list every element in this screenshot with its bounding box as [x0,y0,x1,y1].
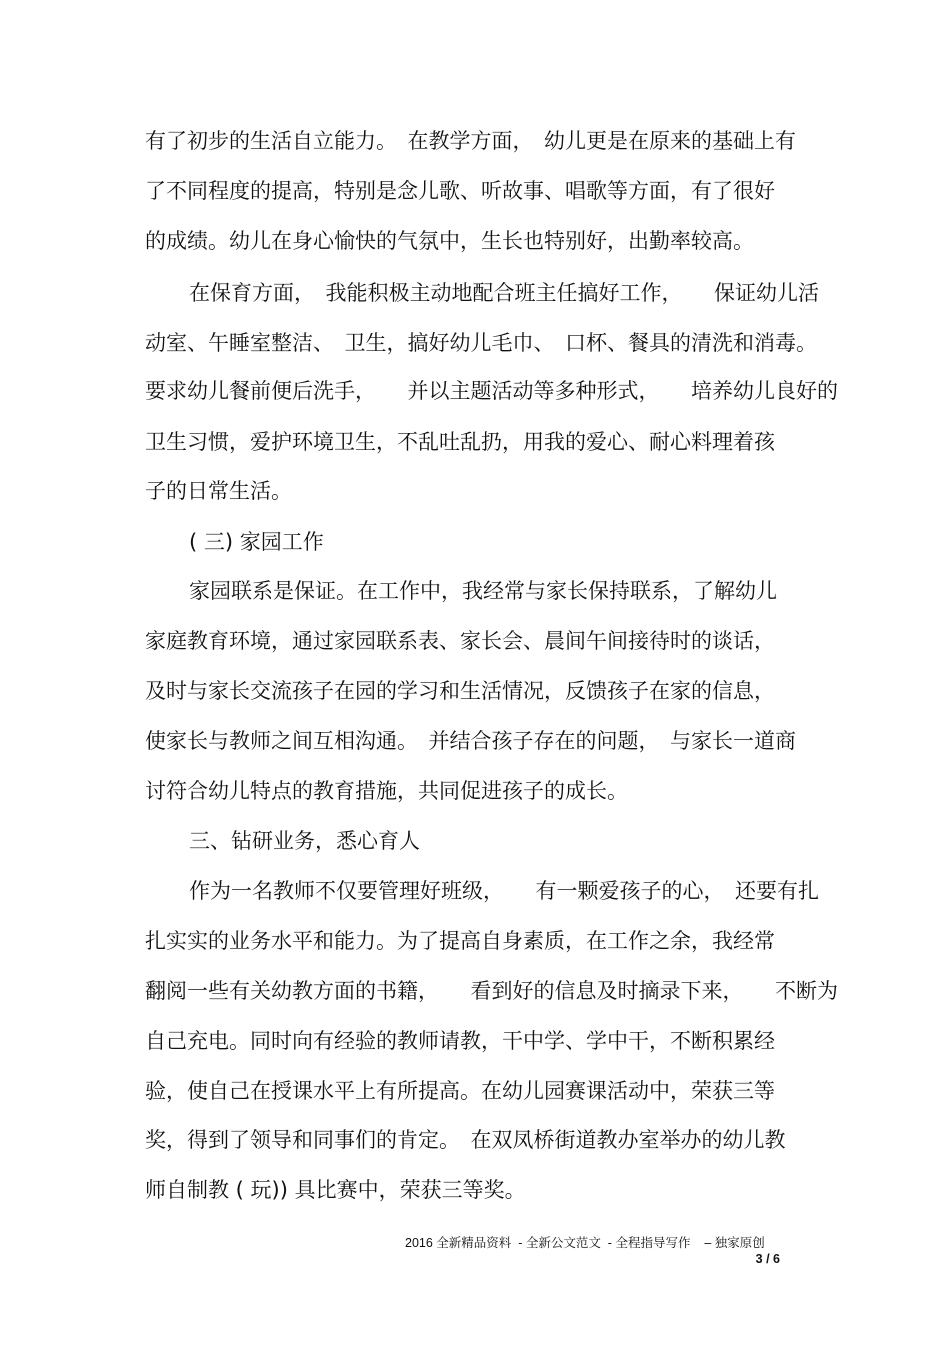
paragraph-line: 要求幼儿餐前便后洗手， 并以主题活动等多种形式， 培养幼儿良好的 [145,379,838,403]
paragraph-line: 验，使自己在授课水平上有所提高。在幼儿园赛课活动中，荣获三等 [145,1079,775,1103]
paragraph-line: 扎实实的业务水平和能力。为了提高自身素质，在工作之余，我经常 [145,929,775,953]
paragraph-line: 的成绩。幼儿在身心愉快的气氛中，生长也特别好，出勤率较高。 [145,229,754,253]
paragraph-line: 师自制教 ( 玩)) 具比赛中，荣获三等奖。 [145,1178,526,1202]
paragraph-line: 家园联系是保证。在工作中，我经常与家长保持联系，了解幼儿 [189,579,777,603]
page-number: 3 / 6 [755,1252,780,1266]
paragraph-line: 奖，得到了领导和同事们的肯定。 在双凤桥街道教办室举办的幼儿教 [145,1128,786,1152]
paragraph-line: 有了初步的生活自立能力。 在教学方面， 幼儿更是在原来的基础上有 [145,129,796,153]
paragraph-line: 自己充电。同时向有经验的教师请教，干中学、学中干，不断积累经 [145,1029,775,1053]
paragraph-line: 家庭教育环境，通过家园联系表、家长会、晨间午间接待时的谈话， [145,629,775,653]
paragraph-line: 子的日常生活。 [145,479,292,503]
paragraph-line: 翻阅一些有关幼教方面的书籍， 看到好的信息及时摘录下来， 不断为 [145,979,838,1003]
section-heading: ( 三) 家园工作 [189,530,324,554]
paragraph-line: 卫生习惯，爱护环境卫生，不乱吐乱扔，用我的爱心、耐心料理着孩 [145,430,775,454]
paragraph-line: 在保育方面， 我能积极主动地配合班主任搞好工作， 保证幼儿活 [189,281,819,305]
footer-text: 2016 全新精品资料 - 全新公文范文 - 全程指导写作 – 独家原创 [405,1236,765,1250]
paragraph-line: 了不同程度的提高，特别是念儿歌、听故事、唱歌等方面，有了很好 [145,179,775,203]
paragraph-line: 使家长与教师之间互相沟通。 并结合孩子存在的问题， 与家长一道商 [145,729,796,753]
paragraph-line: 动室、午睡室整洁、 卫生，搞好幼儿毛巾、 口杯、餐具的清洗和消毒。 [145,331,817,355]
section-heading: 三、钻研业务，悉心育人 [189,829,420,853]
paragraph-line: 讨符合幼儿特点的教育措施，共同促进孩子的成长。 [145,779,628,803]
paragraph-line: 作为一名教师不仅要管理好班级， 有一颗爱孩子的心， 还要有扎 [189,879,819,903]
paragraph-line: 及时与家长交流孩子在园的学习和生活情况，反馈孩子在家的信息， [145,679,775,703]
